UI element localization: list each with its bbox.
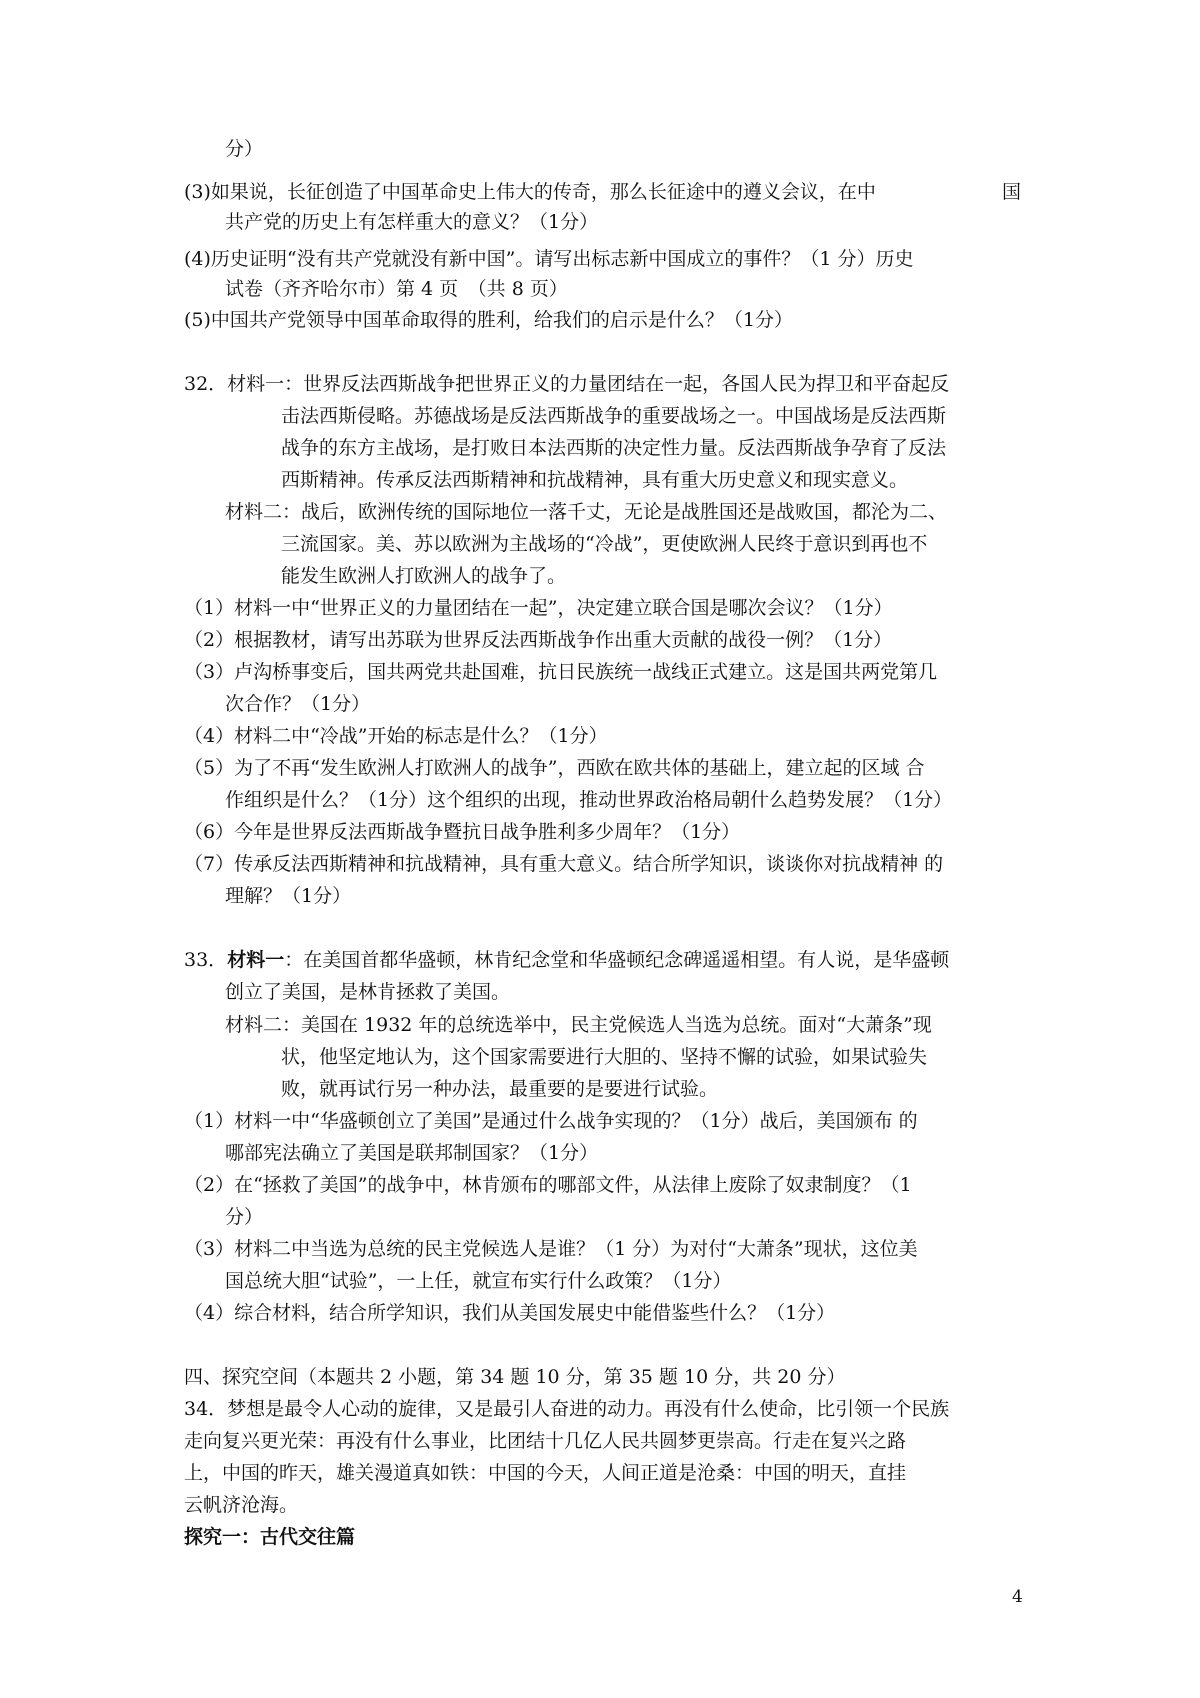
- q33-material1-line1: [184, 945, 949, 975]
- q32-sub1: （1）材料一中“世界正义的力量团结在一起”，决定建立联合国是哪次会议？（1分）: [184, 597, 893, 619]
- q32-material2-line3: 能发生欧洲人打欧洲人的战争了。: [281, 565, 567, 587]
- q32-sub2: （2）根据教材，请写出苏联为世界反法西斯战争作出重大贡献的战役一例？（1分）: [184, 629, 893, 651]
- q32-sub3-line1: （3）卢沟桥事变后，国共两党共赴国难，抗日民族统一战线正式建立。这是国共两党第几: [184, 661, 938, 683]
- q32-material1-line4: 西斯精神。传承反法西斯精神和抗战精神，具有重大历史意义和现实意义。: [281, 469, 909, 491]
- q32-material2-line1: 材料二：战后，欧洲传统的国际地位一落千丈，无论是战胜国还是战败国，都沦为二、: [225, 501, 948, 523]
- q31-fen: 分）: [225, 138, 264, 160]
- q32-material1-line2: 击法西斯侵略。苏德战场是反法西斯战争的重要战场之一。中国战场是反法西斯: [281, 405, 947, 427]
- q34-line3: 上，中国的昨天，雄关漫道真如铁：中国的今天，人间正道是沧桑：中国的明天，直挂: [184, 1462, 907, 1484]
- q32-sub6: （6）今年是世界反法西斯战争暨抗日战争胜利多少周年？（1分）: [184, 821, 741, 843]
- q32-sub7-line1: （7）传承反法西斯精神和抗战精神，具有重大意义。结合所学知识，谈谈你对抗战精神 的: [184, 853, 944, 875]
- q31-sub5: (5)中国共产党领导中国革命取得的胜利，给我们的启示是什么？（1分）: [184, 309, 794, 331]
- q33-material2-line3: 败，就再试行另一种办法，最重要的是要进行试验。: [281, 1078, 719, 1100]
- q32-sub4: （4）材料二中“冷战”开始的标志是什么？（1分）: [184, 725, 608, 747]
- q33-material1-text: ：在美国首都华盛顿，林肯纪念堂和华盛顿纪念碑遥遥相望。有人说，是华盛顿: [284, 949, 950, 971]
- q34-line1: 34．梦想是最令人心动的旋律，又是最引人奋进的动力。再没有什么使命，比引领一个民族: [184, 1398, 950, 1420]
- q33-sub1-line1: （1）材料一中“华盛顿创立了美国”是通过什么战争实现的？（1分）战后，美国颁布 的: [184, 1110, 918, 1132]
- q32-material2-line2: 三流国家。美、苏以欧洲为主战场的“冷战”，更使欧洲人民终于意识到再也不: [281, 533, 928, 555]
- q32-sub7-line2: 理解？（1分）: [225, 885, 352, 907]
- q33-sub2-line2: 分）: [225, 1206, 264, 1228]
- q32-sub3-line2: 次合作？（1分）: [225, 693, 371, 715]
- q33-material1-line2: 创立了美国，是林肯拯救了美国。: [225, 981, 511, 1003]
- q31-sub3-line1: (3)如果说，长征创造了中国革命史上伟大的传奇，那么长征途中的遵义会议，在中: [184, 181, 876, 203]
- q33-number: 33．: [184, 949, 228, 971]
- q32-material1-line1: 32．材料一：世界反法西斯战争把世界正义的力量团结在一起，各国人民为捍卫和平奋起反: [184, 373, 950, 395]
- q32-sub5-line1: （5）为了不再“发生欧洲人打欧洲人的战争”，西欧在欧共体的基础上，建立起的区域 合: [184, 757, 925, 779]
- q33-sub3-line2: 国总统大胆“试验”，一上任，就宣布实行什么政策？（1分）: [225, 1270, 732, 1292]
- q33-material2-line1: 材料二：美国在 1932 年的总统选举中，民主党候选人当选为总统。面对“大萧条”现: [225, 1014, 932, 1036]
- q33-material2-line2: 状，他坚定地认为，这个国家需要进行大胆的、坚持不懈的试验，如果试验失: [281, 1046, 928, 1068]
- q31-sub3-line2: 共产党的历史上有怎样重大的意义？（1分）: [225, 211, 599, 233]
- q33-material1-label: 材料一: [227, 949, 285, 971]
- q31-sub4-line1: (4)历史证明“没有共产党就没有新中国”。请写出标志新中国成立的事件？（1 分）历史: [184, 248, 914, 270]
- q33-sub4: （4）综合材料，结合所学知识，我们从美国发展史中能借鉴些什么？（1分）: [184, 1302, 836, 1324]
- q34-line2: 走向复兴更光荣：再没有什么事业，比团结十几亿人民共圆梦更崇高。行走在复兴之路: [184, 1430, 907, 1452]
- q33-sub3-line1: （3）材料二中当选为总统的民主党候选人是谁？（1 分）为对付“大萧条”现状，这位美: [184, 1238, 918, 1260]
- q34-line4: 云帆济沧海。: [184, 1494, 299, 1516]
- q31-sub3-guo: 国: [1002, 181, 1022, 203]
- q33-sub1-line2: 哪部宪法确立了美国是联邦制国家？（1分）: [225, 1142, 599, 1164]
- q33-sub2-line1: （2）在“拯救了美国”的战争中，林肯颁布的哪部文件，从法律上废除了奴隶制度？（1: [184, 1174, 912, 1196]
- section4-heading: 四、探究空间（本题共 2 小题，第 34 题 10 分，第 35 题 10 分，共 20 分）: [184, 1366, 846, 1388]
- q32-material1-line3: 战争的东方主战场，是打败日本法西斯的决定性力量。反法西斯战争孕育了反法: [281, 437, 947, 459]
- explore1-heading: 探究一：古代交往篇: [184, 1526, 356, 1548]
- page-number: 4: [1012, 1587, 1023, 1607]
- q31-sub4-line2: 试卷（齐齐哈尔市）第 4 页 （共 8 页）: [225, 278, 568, 300]
- q32-sub5-line2: 作组织是什么？（1分）这个组织的出现，推动世界政治格局朝什么趋势发展？（1分）: [225, 789, 953, 811]
